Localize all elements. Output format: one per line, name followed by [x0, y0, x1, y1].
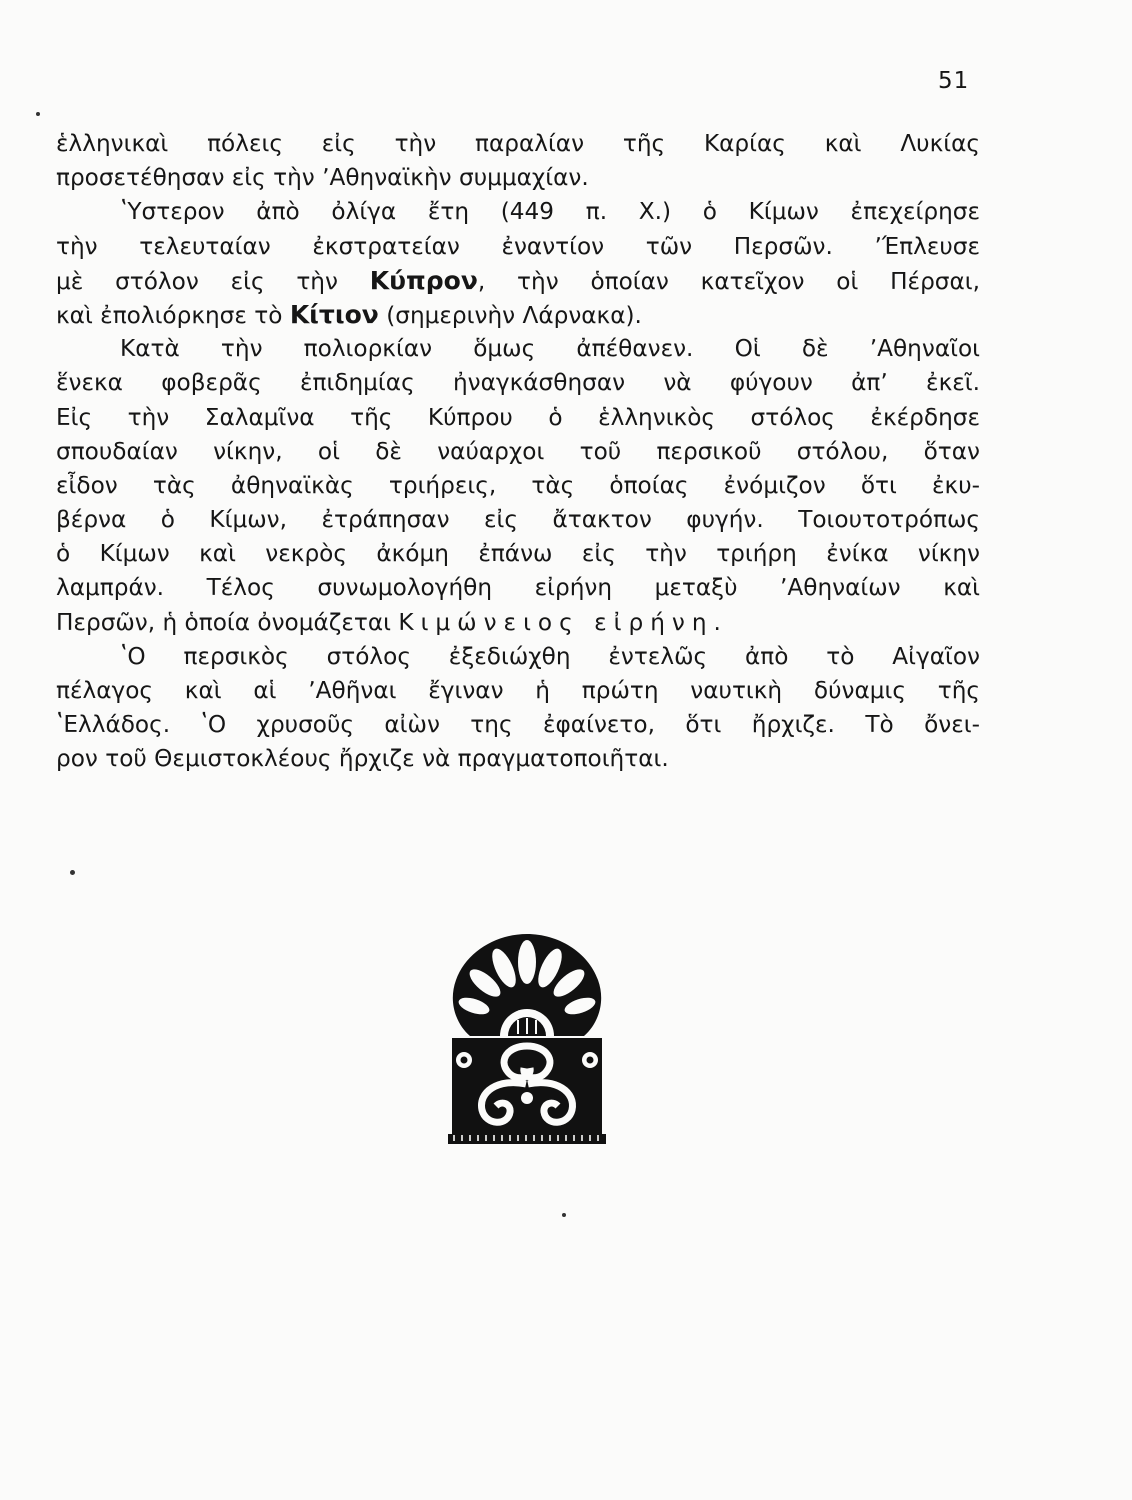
- text-line: [56, 230, 980, 264]
- paragraph: [56, 195, 980, 332]
- text-line: [56, 640, 980, 674]
- text-line: [56, 571, 980, 605]
- text-run: τὴν τελευταίαν ἐκστρατείαν ἐναντίον τῶν Περσῶν. ʼΈπλευσε: [56, 232, 980, 260]
- body-text: [56, 127, 980, 777]
- text-line: [56, 708, 980, 742]
- place-name: Κίτιον: [289, 299, 379, 329]
- paragraph: [56, 127, 980, 195]
- text-run: μὲ στόλον εἰς τὴν: [56, 267, 370, 295]
- text-line: [56, 742, 980, 776]
- text-run: πέλαγος καὶ αἱ ʼΑθῆναι ἔγιναν ἡ πρώτη ναυτικὴ δύναμις τῆς: [56, 677, 980, 704]
- text-run: καὶ ἐπολιόρκησε τὸ: [56, 301, 290, 329]
- text-line: [56, 264, 980, 298]
- text-run: ʽΕλλάδος. ʽΟ χρυσοῦς αἰὼν της ἐφαίνετο, ὅτι ἤρχιζε. Τὸ ὄνει-: [56, 711, 980, 739]
- text-run: σπουδαίαν νίκην, οἱ δὲ ναύαρχοι τοῦ περσικοῦ στόλου, ὅταν: [56, 437, 980, 465]
- text-run: βέρνα ὁ Κίμων, ἐτράπησαν εἰς ἄτακτον φυγήν. Τοιουτοτρόπως: [56, 506, 980, 534]
- page-number: 51: [938, 68, 970, 94]
- place-name: Κύπρον: [369, 265, 478, 295]
- text-run: λαμπράν. Τέλος συνωμολογήθη εἰρήνη μεταξὺ ʼΑθηναίων καὶ: [56, 574, 980, 602]
- text-line: [56, 435, 980, 469]
- emphasized-term: Κιμώνειος εἰρήνη.: [398, 608, 728, 636]
- text-line: [56, 401, 980, 435]
- text-run: ʽΟ περσικὸς στόλος ἐξεδιώχθη ἐντελῶς ἀπὸ τὸ Αἰγαῖον: [120, 642, 980, 670]
- text-line: [56, 195, 980, 229]
- text-run: ʽΥστερον ἀπὸ ὀλίγα ἔτη (449 π. Χ.) ὁ Κίμων ἐπεχείρησε: [120, 198, 980, 226]
- text-run: Εἰς τὴν Σαλαμῖνα τῆς Κύπρου ὁ ἑλληνικὸς στόλος ἐκέρδησε: [56, 403, 980, 431]
- text-run: ὁ Κίμων καὶ νεκρὸς ἀκόμη ἐπάνω εἰς τὴν τριήρη ἐνίκα νίκην: [56, 540, 980, 568]
- text-line: [56, 537, 980, 571]
- text-run: Κατὰ τὴν πολιορκίαν ὅμως ἀπέθανεν. Οἱ δὲ ʼΑθηναῖοι: [120, 335, 980, 363]
- text-line: [56, 674, 980, 708]
- text-line: [56, 332, 980, 366]
- text-line: [56, 469, 980, 503]
- text-run: ἕνεκα φοβερᾶς ἐπιδημίας ἠναγκάσθησαν νὰ φύγουν ἀπʼ ἐκεῖ.: [56, 369, 980, 397]
- paragraph: [56, 640, 980, 777]
- text-run: (σημερινὴν Λάρνακα).: [378, 301, 642, 329]
- print-speck: [70, 870, 75, 875]
- text-line: [56, 503, 980, 537]
- text-line: [56, 161, 980, 195]
- text-run: Περσῶν, ἡ ὁποία ὀνομάζεται: [56, 608, 399, 636]
- text-line: [56, 127, 980, 161]
- palmette-ornament-icon: [438, 928, 616, 1150]
- text-line: [56, 606, 980, 640]
- text-run: ρον τοῦ Θεμιστοκλέους ἤρχιζε νὰ πραγματοποιῆται.: [56, 745, 669, 773]
- print-speck: [562, 1213, 566, 1217]
- text-run: προσετέθησαν εἰς τὴν ʼΑθηναϊκὴν συμμαχίαν.: [56, 164, 589, 192]
- text-run: εἶδον τὰς ἀθηναϊκὰς τριήρεις, τὰς ὁποίας ἐνόμιζον ὅτι ἐκυ-: [56, 471, 980, 499]
- text-run: ἑλληνικαὶ πόλεις εἰς τὴν παραλίαν τῆς Καρίας καὶ Λυκίας: [56, 130, 980, 157]
- text-run: , τὴν ὁποίαν κατεῖχον οἱ Πέρσαι,: [477, 267, 980, 295]
- print-speck: [36, 112, 40, 116]
- paragraph: [56, 332, 980, 640]
- text-line: [56, 366, 980, 400]
- text-line: [56, 298, 980, 332]
